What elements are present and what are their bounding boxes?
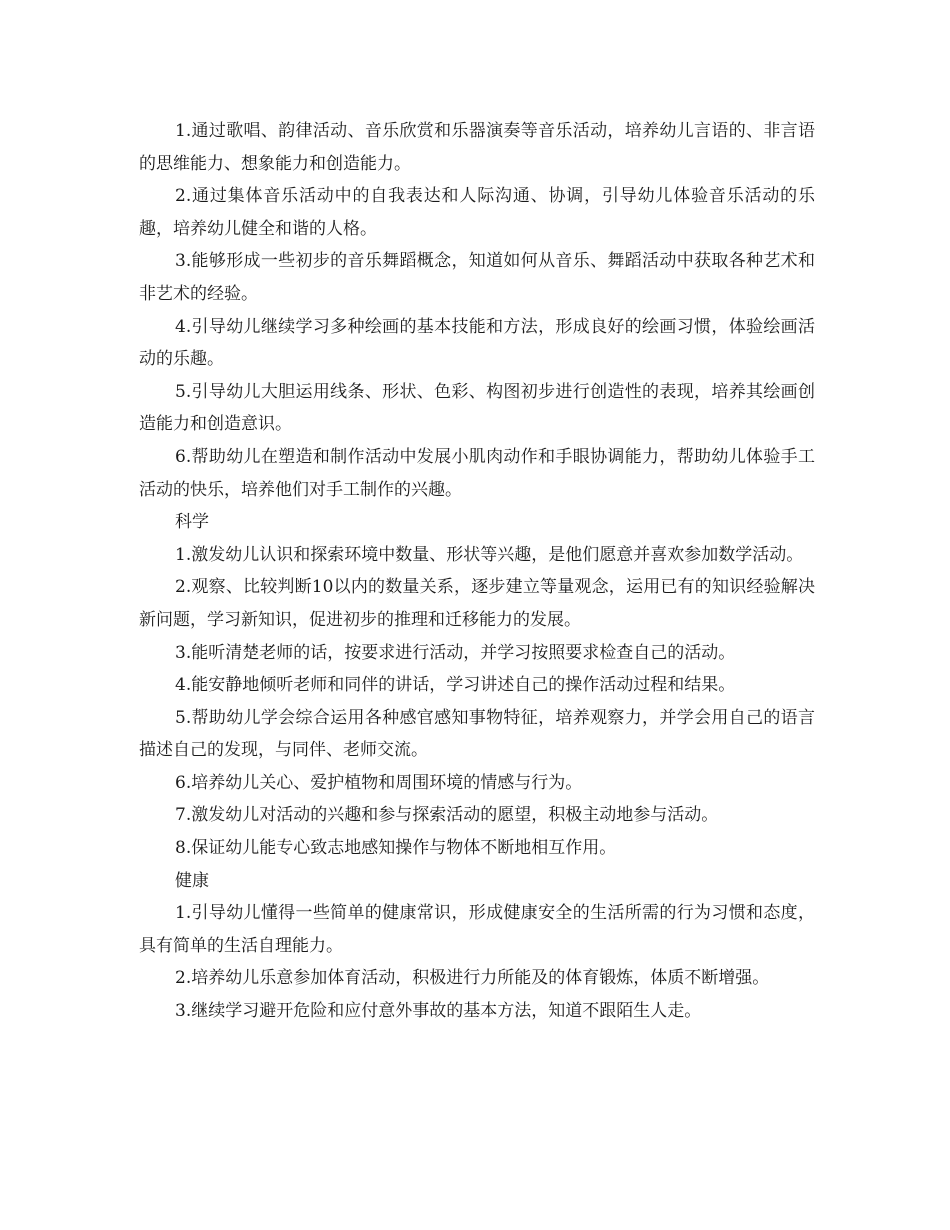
paragraph-health-3: 3.继续学习避开危险和应付意外事故的基本方法，知道不跟陌生人走。 bbox=[175, 1001, 702, 1022]
paragraph-health-2: 2.培养幼儿乐意参加体育活动，积极进行力所能及的体育锻炼，体质不断增强。 bbox=[175, 968, 770, 989]
paragraph-science-6: 6.培养幼儿关心、爱护植物和周围环境的情感与行为。 bbox=[175, 772, 583, 793]
paragraph-music-2: 2.通过集体音乐活动中的自我表达和人际沟通、协调，引导幼儿体验音乐活动的乐趣，培养幼儿健全和谐的人格。 bbox=[139, 186, 815, 239]
paragraph-science-5: 5.帮助幼儿学会综合运用各种感官感知事物特征，培养观察力，并学会用自己的语言描述自己的发现，与同伴、老师交流。 bbox=[139, 707, 815, 761]
paragraph-science-7: 7.激发幼儿对活动的兴趣和参与探索活动的愿望，积极主动地参与活动。 bbox=[175, 805, 719, 826]
paragraph-science-2: 2.观察、比较判断10以内的数量关系，逐步建立等量观念，运用已有的知识经验解决新问题，学习新知识，促进初步的推理和迁移能力的发展。 bbox=[139, 577, 815, 630]
paragraph-science-1: 1.激发幼儿认识和探索环境中数量、形状等兴趣，是他们愿意并喜欢参加数学活动。 bbox=[175, 544, 804, 565]
section-heading-science: 科学 bbox=[175, 512, 209, 533]
paragraph-science-3: 3.能听清楚老师的话，按要求进行活动，并学习按照要求检查自己的活动。 bbox=[175, 642, 736, 663]
paragraph-science-8: 8.保证幼儿能专心致志地感知操作与物体不断地相互作用。 bbox=[175, 838, 617, 859]
section-heading-health: 健康 bbox=[175, 870, 209, 891]
document-body bbox=[139, 115, 815, 1028]
paragraph-science-4: 4.能安静地倾听老师和同伴的讲话，学习讲述自己的操作活动过程和结果。 bbox=[175, 675, 736, 696]
paragraph-health-1: 1.引导幼儿懂得一些简单的健康常识，形成健康安全的生活所需的行为习惯和态度，具有简单的生活自理能力。 bbox=[139, 903, 815, 956]
paragraph-music-3: 3.能够形成一些初步的音乐舞蹈概念，知道如何从音乐、舞蹈活动中获取各种艺术和非艺术的经验。 bbox=[139, 251, 815, 304]
paragraph-art-4: 4.引导幼儿继续学习多种绘画的基本技能和方法，形成良好的绘画习惯，体验绘画活动的乐趣。 bbox=[139, 316, 815, 370]
paragraph-art-6: 6.帮助幼儿在塑造和制作活动中发展小肌肉动作和手眼协调能力，帮助幼儿体验手工活动的快乐，培养他们对手工制作的兴趣。 bbox=[139, 446, 815, 500]
paragraph-music-1: 1.通过歌唱、韵律活动、音乐欣赏和乐器演奏等音乐活动，培养幼儿言语的、非言语的思维能力、想象能力和创造能力。 bbox=[139, 121, 815, 174]
paragraph-art-5: 5.引导幼儿大胆运用线条、形状、色彩、构图初步进行创造性的表现，培养其绘画创造能力和创造意识。 bbox=[139, 381, 815, 435]
